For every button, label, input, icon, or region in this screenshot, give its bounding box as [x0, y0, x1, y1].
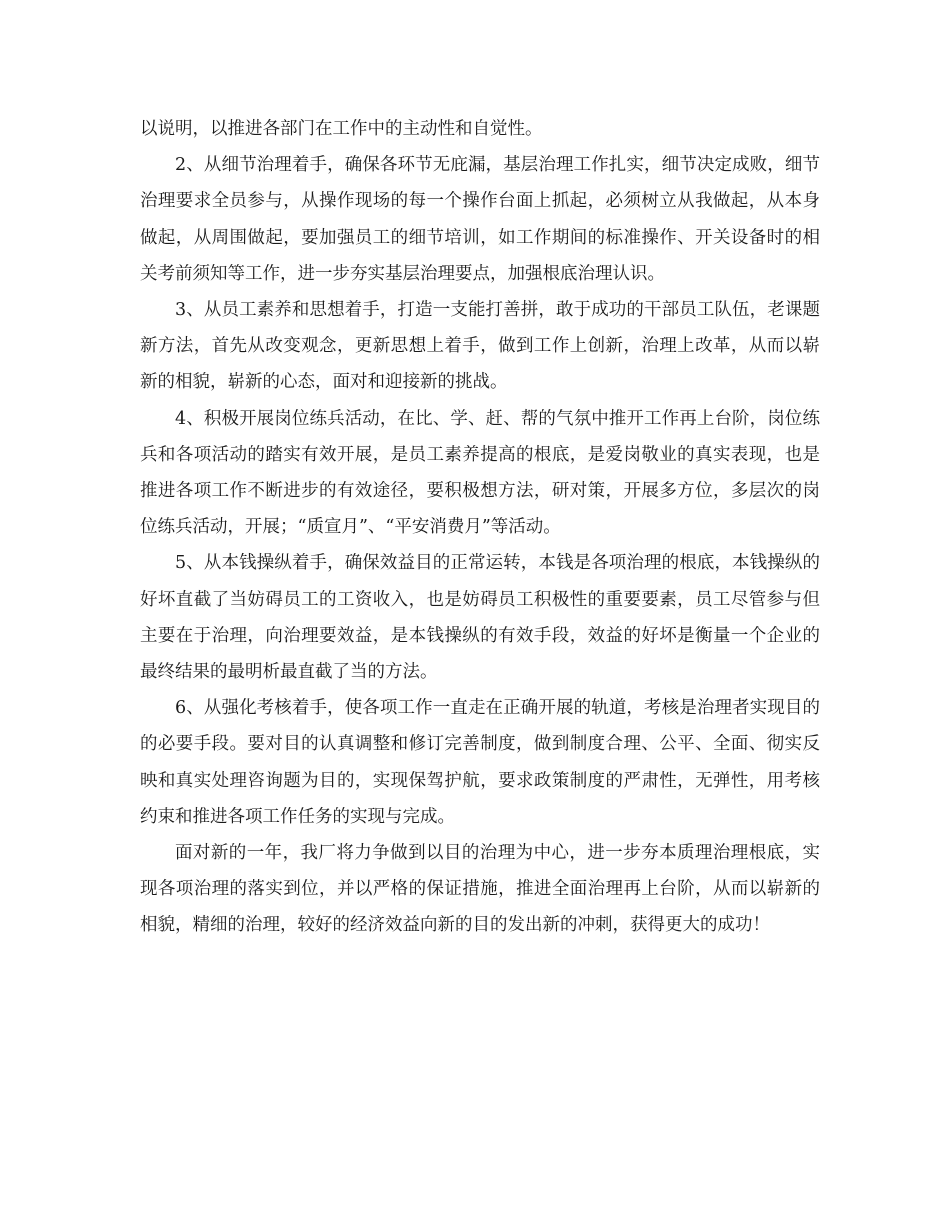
- paragraph-item-3: 3、从员工素养和思想着手，打造一支能打善拼，敢于成功的干部员工队伍，老课题新方法，首先从改变观念，更新思想上着手，做到工作上创新，治理上改革，从而以崭新的相貌，崭新的心态，面对和迎接新的挑战。: [140, 300, 820, 393]
- paragraph-item-4: 4、积极开展岗位练兵活动，在比、学、赶、帮的气氛中推开工作再上台阶，岗位练兵和各项活动的踏实有效开展，是员工素养提高的根底，是爱岗敬业的真实表现，也是推进各项工作不断进步的有效途径，要积极想方法，研对策，开展多方位，多层次的岗位练兵活动，开展；“质宣月”、“平安消费月”等活动。: [140, 408, 820, 538]
- paragraph-item-6: 6、从强化考核着手，使各项工作一直走在正确开展的轨道，考核是治理者实现目的的必要手段。要对目的认真调整和修订完善制度，做到制度合理、公平、全面、彻实反映和真实处理咨询题为目的，实现保驾护航，要求政策制度的严肃性，无弹性，用考核约束和推进各项工作任务的实现与完成。: [140, 698, 820, 827]
- paragraph-item-2: 2、从细节治理着手，确保各环节无庇漏，基层治理工作扎实，细节决定成败，细节治理要求全员参与，从操作现场的每一个操作台面上抓起，必须树立从我做起，从本身做起，从周围做起，要加强员工的细节培训，如工作期间的标准操作、开关设备时的相关考前须知等工作，进一步夯实基层治理要点，加强根底治理认识。: [140, 155, 820, 284]
- paragraph-conclusion: 面对新的一年，我厂将力争做到以目的治理为中心，进一步夯本质理治理根底，实现各项治理的落实到位，并以严格的保证措施，推进全面治理再上台阶，从而以崭新的相貌，精细的治理，较好的经济效益向新的目的发出新的冲刺，获得更大的成功！: [140, 843, 820, 936]
- paragraph-continuation: 以说明，以推进各部门在工作中的主动性和自觉性。: [140, 119, 543, 139]
- paragraph-item-5: 5、从本钱操纵着手，确保效益目的正常运转，本钱是各项治理的根底，本钱操纵的好坏直截了当妨碍员工的工资收入，也是妨碍员工积极性的重要要素，员工尽管参与但主要在于治理，向治理要效益，是本钱操纵的有效手段，效益的好坏是衡量一个企业的最终结果的最明析最直截了当的方法。: [140, 553, 820, 683]
- document-body: [140, 111, 820, 944]
